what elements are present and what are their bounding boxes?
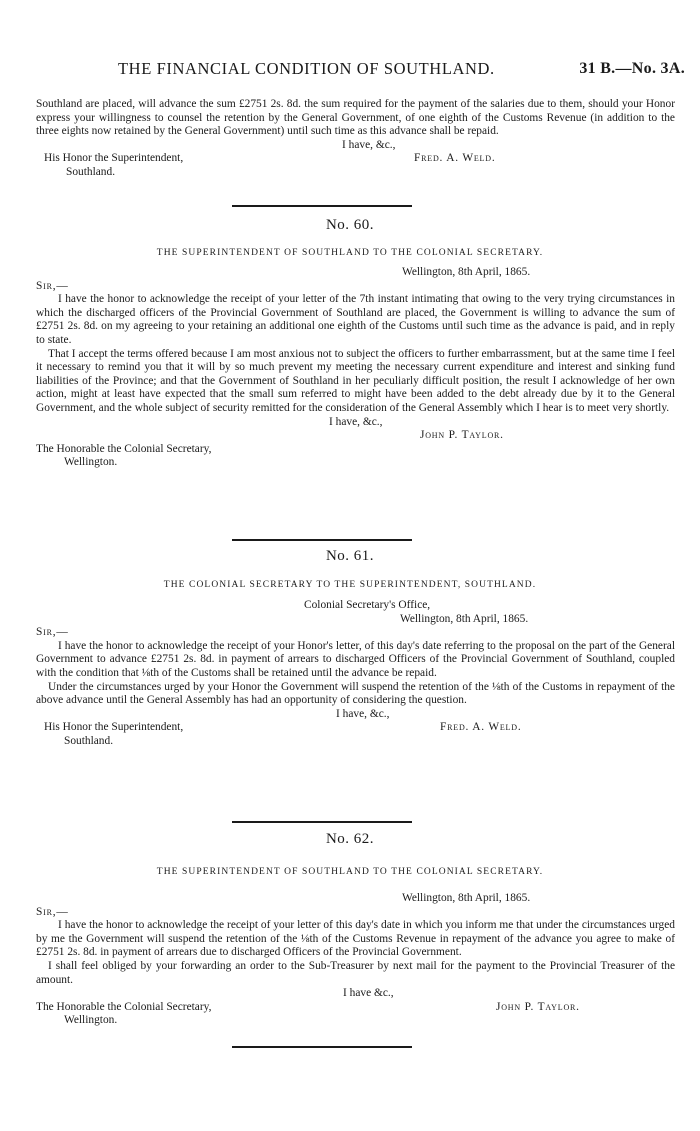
letter-62-body (36, 892, 675, 1028)
letter-62-signature: John P. Taylor. (496, 1000, 580, 1013)
letter-61-closing: I have, &c., (336, 707, 390, 720)
letter-61-body (36, 599, 675, 749)
letter-62-closing: I have &c., (343, 987, 394, 1000)
letter-60-paragraph-1: I have the honor to acknowledge the receipt of your letter of the 7th instant intimating that owing to the very trying circumstances in which the discharged officers of the Provincial Government of Southland are placed, the Government is willing to advance the sum of £2751 2s. 8d. on my agreeing to your retaining an additional one eighth of the Customs until such time as the advance is paid, and in reply to state. (36, 293, 675, 346)
letter-61-heading: THE COLONIAL SECRETARY TO THE SUPERINTENDENT, SOUTHLAND. (163, 580, 537, 590)
letter-61-addressee-1: His Honor the Superintendent, (44, 721, 184, 734)
running-title: THE FINANCIAL CONDITION OF SOUTHLAND. (118, 59, 495, 78)
letter-60-signature: John P. Taylor. (420, 429, 504, 442)
letter-60-addressee-2: Wellington. (64, 456, 118, 469)
divider-rule (232, 539, 412, 541)
letter-60-paragraph-2: That I accept the terms offered because I am most anxious not to subject the officers to further embarrassment, but at the same time I feel it necessary to remind you that it will by so much prevent my meeting the necessary current expenditure and interest and sinking fund liabilities of the Province; and that the Government of Southland in her peculiarly difficult position, the result I acknowledge of her own action, might at least have expected that the small sum referred to might have been added to the debt already due by it to the General Government, and the whole subject of security remitted for the consideration of the General Assembly which I hear is to meet very shortly. (36, 347, 675, 414)
page-header (40, 59, 685, 82)
letter-61-number: No. 61. (325, 548, 375, 564)
page-number: 31 B.—No. 3A. (579, 60, 685, 77)
opening-block (36, 98, 675, 180)
divider-rule (232, 1046, 412, 1048)
opening-addressee-1: His Honor the Superintendent, (44, 152, 184, 165)
letter-61-paragraph-1: I have the honor to acknowledge the receipt of your Honor's letter, of this day's date referring to the proposal on the part of the General Government to advance £2751 2s. 8d. in payment of arrears to discharged Officers of the Provincial Government of Southland, coupled with the condition that ⅛th of the Customs shall be retained until the advance be repaid. (36, 639, 675, 679)
opening-paragraph: Southland are placed, will advance the sum £2751 2s. 8d. the sum required for the payment of the salaries due to them, should your Honor express your willingness to counsel the retention by the General Government, of one eighth of the Customs Revenue (in addition to the three eights now retained by the General Government) until such time as this advance shall be repaid. (36, 98, 675, 138)
opening-closing: I have, &c., (342, 138, 396, 151)
letter-62-paragraph-2: I shall feel obliged by your forwarding an order to the Sub-Treasurer by next mail for the payment to the Provincial Treasurer of the amount. (36, 959, 675, 986)
letter-62-salutation: Sir,— (36, 905, 69, 918)
divider-rule (232, 821, 412, 823)
letter-60-addressee-1: The Honorable the Colonial Secretary, (36, 442, 212, 455)
letter-62-number: No. 62. (325, 831, 375, 847)
letter-61-signature: Fred. A. Weld. (440, 721, 522, 734)
letter-60-closing: I have, &c., (329, 415, 383, 428)
divider-rule (232, 205, 412, 207)
letter-60-place-date: Wellington, 8th April, 1865. (402, 266, 531, 278)
letter-61-place-date: Wellington, 8th April, 1865. (400, 612, 529, 625)
letter-60-number: No. 60. (325, 217, 375, 233)
letter-60-heading: THE SUPERINTENDENT OF SOUTHLAND TO THE COLONIAL SECRETARY. (156, 248, 544, 258)
letter-62-place-date: Wellington, 8th April, 1865. (402, 892, 531, 904)
letter-61-place-1: Colonial Secretary's Office, (304, 599, 431, 611)
opening-addressee-2: Southland. (66, 165, 116, 178)
letter-62-paragraph-1: I have the honor to acknowledge the receipt of your letter of this day's date in which you inform me that under the circumstances urged by me the Government will suspend the retention of the ⅛th of the Customs Revenue in repayment of the advance you agree to make of £2751 2s. 8d. in payment of arrears due to discharged Officers of the Provincial Government. (36, 919, 675, 959)
letter-60-body (36, 266, 675, 470)
opening-signature: Fred. A. Weld. (414, 152, 496, 165)
letter-62-addressee-1: The Honorable the Colonial Secretary, (36, 1000, 212, 1013)
letter-60-salutation: Sir,— (36, 279, 69, 292)
letter-61-paragraph-2: Under the circumstances urged by your Honor the Government will suspend the retention of the ⅛th of the Customs in repayment of the above advance until the General Assembly has had an opportunity of considering the question. (36, 680, 675, 707)
letter-62-heading: THE SUPERINTENDENT OF SOUTHLAND TO THE COLONIAL SECRETARY. (156, 867, 544, 877)
letter-62-addressee-2: Wellington. (64, 1014, 118, 1027)
letter-61-salutation: Sir,— (36, 626, 69, 639)
letter-61-addressee-2: Southland. (64, 734, 114, 747)
